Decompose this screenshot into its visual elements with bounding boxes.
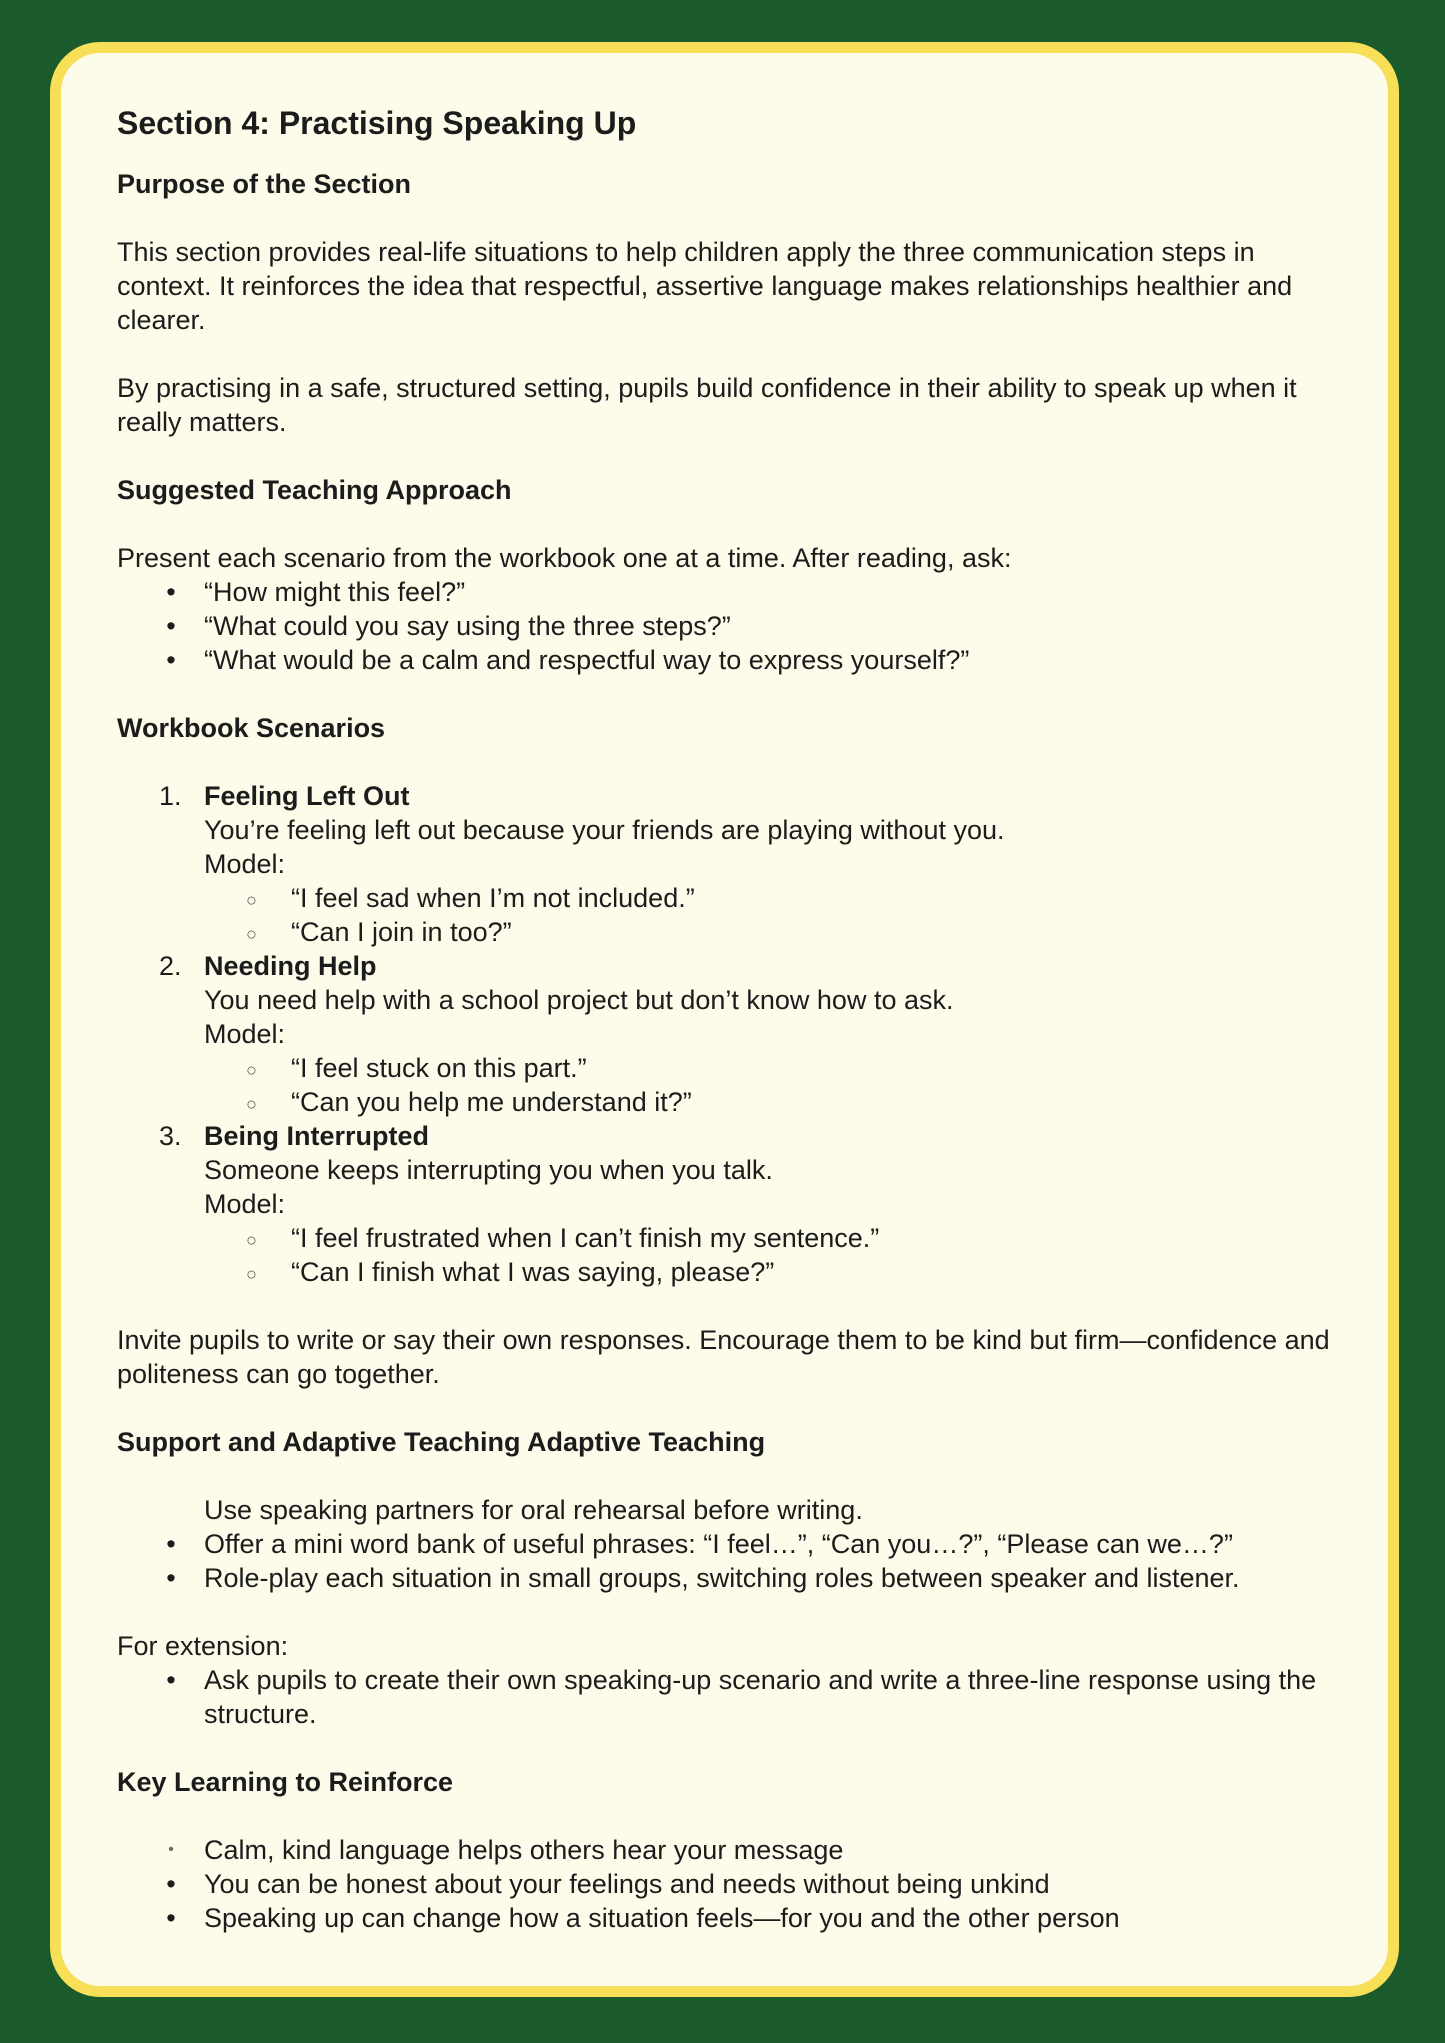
model-label: Model: — [204, 1019, 286, 1049]
list-item: • “What would be a calm and respectful way to express yourself?” — [117, 643, 1348, 677]
extension-label: For extension: — [117, 1631, 289, 1661]
circle-bullet-icon: ○ — [246, 1264, 257, 1284]
model-list — [204, 1051, 1348, 1119]
scenario-description: You’re feeling left out because your friends are playing without you. — [204, 815, 1005, 845]
scenario-description: Someone keeps interrupting you when you talk. — [204, 1155, 773, 1185]
bullet-icon: • — [166, 1529, 176, 1559]
list-item: • You can be honest about your feelings and needs without being unkind — [117, 1867, 1348, 1901]
list-item: • Calm, kind language helps others hear your message — [117, 1833, 1348, 1867]
bullet-icon: • — [166, 1665, 176, 1695]
scenario-number: 3. — [159, 1121, 182, 1151]
scenarios-closing: Invite pupils to write or say their own responses. Encourage them to be kind but firm—confidence and politeness can go together. — [117, 1325, 1330, 1389]
list-item: ○ “Can you help me understand it?” — [204, 1085, 1348, 1119]
support-heading: Support and Adaptive Teaching Adaptive Teaching — [117, 1427, 766, 1457]
scenario-item — [117, 949, 1348, 1119]
circle-bullet-icon: ○ — [246, 1060, 257, 1080]
approach-questions — [117, 575, 1348, 677]
list-item: ○ “Can I join in too?” — [204, 915, 1348, 949]
bullet-icon: • — [168, 1841, 174, 1858]
bullet-icon: • — [166, 1563, 176, 1593]
purpose-paragraph-1: This section provides real-life situations to help children apply the three communication steps in context. It reinforces the idea that respectful, assertive language makes relationships healthier and clearer. — [117, 237, 1293, 335]
bullet-icon: • — [166, 1903, 176, 1933]
scenario-title: Being Interrupted — [204, 1121, 430, 1151]
model-list — [204, 881, 1348, 949]
list-item: • Offer a mini word bank of useful phrases: “I feel…”, “Can you…?”, “Please can we…?” — [117, 1527, 1348, 1561]
support-first-line: Use speaking partners for oral rehearsal before writing. — [204, 1495, 863, 1525]
scenario-description: You need help with a school project but don’t know how to ask. — [204, 985, 954, 1015]
bullet-icon: • — [166, 611, 176, 641]
key-learning-list — [117, 1833, 1348, 1935]
model-list — [204, 1221, 1348, 1289]
list-item: • Speaking up can change how a situation feels—for you and the other person — [117, 1901, 1348, 1935]
bullet-icon: • — [166, 645, 176, 675]
scenario-list — [117, 779, 1348, 1289]
list-item: • Ask pupils to create their own speaking-up scenario and write a three-line response using the structure. — [117, 1663, 1348, 1731]
list-item: ○ “I feel sad when I’m not included.” — [204, 881, 1348, 915]
circle-bullet-icon: ○ — [246, 1094, 257, 1114]
approach-intro: Present each scenario from the workbook one at a time. After reading, ask: — [117, 543, 1012, 573]
list-item: • Role-play each situation in small groups, switching roles between speaker and listener. — [117, 1561, 1348, 1595]
list-item: ○ “I feel frustrated when I can’t finish my sentence.” — [204, 1221, 1348, 1255]
scenario-title: Needing Help — [204, 951, 377, 981]
bullet-icon: • — [166, 1869, 176, 1899]
page-title: Section 4: Practising Speaking Up — [117, 105, 637, 141]
list-item: • “How might this feel?” — [117, 575, 1348, 609]
list-item: ○ “Can I finish what I was saying, please?” — [204, 1255, 1348, 1289]
circle-bullet-icon: ○ — [246, 890, 257, 910]
page-card — [50, 42, 1399, 1997]
purpose-paragraph-2: By practising in a safe, structured setting, pupils build confidence in their ability to speak up when it really matters. — [117, 373, 1297, 437]
bullet-icon: • — [166, 577, 176, 607]
scenarios-heading: Workbook Scenarios — [117, 713, 386, 743]
circle-bullet-icon: ○ — [246, 1230, 257, 1250]
scenario-number: 2. — [159, 951, 182, 981]
support-list — [117, 1527, 1348, 1595]
circle-bullet-icon: ○ — [246, 924, 257, 944]
model-label: Model: — [204, 1189, 286, 1219]
approach-heading: Suggested Teaching Approach — [117, 475, 512, 505]
extension-list — [117, 1663, 1348, 1731]
scenario-item — [117, 1119, 1348, 1289]
list-item: • “What could you say using the three steps?” — [117, 609, 1348, 643]
scenario-title: Feeling Left Out — [204, 781, 410, 811]
page-content — [117, 103, 1348, 1969]
scenario-number: 1. — [159, 781, 182, 811]
key-learning-heading: Key Learning to Reinforce — [117, 1767, 454, 1797]
scenario-item — [117, 779, 1348, 949]
purpose-heading: Purpose of the Section — [117, 169, 412, 199]
model-label: Model: — [204, 849, 286, 879]
list-item: ○ “I feel stuck on this part.” — [204, 1051, 1348, 1085]
